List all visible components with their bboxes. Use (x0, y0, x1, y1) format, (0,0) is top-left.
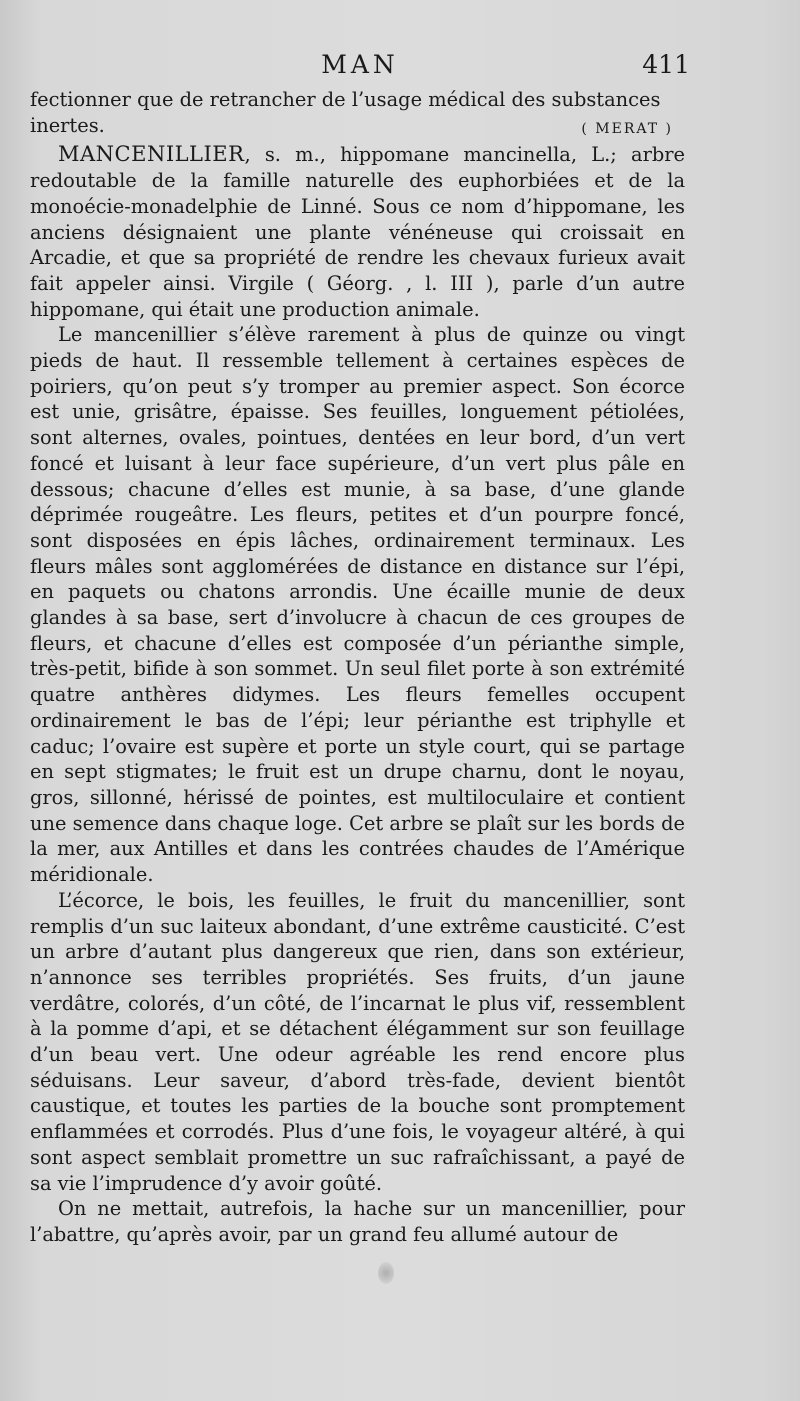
running-head: MAN (321, 50, 399, 79)
page-number: 411 (642, 50, 690, 79)
entry-paragraph-2: Le mancenillier s’élève rarement à plus de quinze ou vingt pieds de haut. Il ressemble tellement à certaines espèces de poiriers, qu’on peut s’y tromper au premier aspect. Son écorce est unie, grisâtre, épaisse. Ses feuilles, longuement pétiolées, sont alternes, ovales, pointues, dentées en leur bord, d’un vert foncé et luisant à leur face supérieure, d’un vert plus pâle en dessous; chacune d’elles est munie, à sa base, d’une glande déprimée rougeâtre. Les fleurs, petites et d’un pourpre foncé, sont disposées en épis lâches, ordinairement terminaux. Les fleurs mâles sont agglomérées de distance en distance sur l’épi, en paquets ou chatons arrondis. Une écaille munie de deux glandes à sa base, sert d’involucre à chacun de ces groupes de fleurs, et chacune d’elles est composée d’un périanthe simple, très-petit, bifide à son sommet. Un seul filet porte à son extrémité quatre anthères didymes. Les fleurs femelles occupent ordinairement le bas de l’épi; leur périanthe est triphylle et caduc; l’ovaire est supère et porte un style court, qui se partage en sept stigmates; le fruit est un drupe charnu, dont le noyau, gros, sillonné, hérissé de pointes, est multiloculaire et contient une semence dans chaque loge. Cet arbre se plaît sur les bords de la mer, aux Antilles et dans les contrées chaudes de l’Amérique méridionale. (30, 323, 685, 887)
entry-headword: MANCENILLIER (58, 142, 245, 167)
entry-paragraph-4: On ne mettait, autrefois, la hache sur un mancenillier, pour l’abattre, qu’après avoir, par un grand feu allumé autour de (30, 1197, 685, 1246)
entry-paragraph-3: L’écorce, le bois, les feuilles, le fruit du mancenillier, sont remplis d’un suc laiteux abondant, d’une extrême causticité. C’est un arbre d’autant plus dangereux que rien, dans son extérieur, n’annonce ses terribles propriétés. Ses fruits, d’un jaune verdâtre, colorés, d’un côté, de l’incarnat le plus vif, ressemblent à la pomme d’api, et se détachent élégamment sur son feuillage d’un beau vert. Une odeur agréable les rend encore plus séduisans. Leur saveur, d’abord très-fade, devient bientôt caustique, et toutes les parties de la bouche sont promptement enflammées et corrodés. Plus d’une fois, le voyageur altéré, à qui sont aspect semblait promettre un suc rafraîchissant, a payé de sa vie l’imprudence d’y avoir goûté. (30, 888, 685, 1195)
previous-entry-last-word: inertes. (30, 113, 105, 137)
previous-entry-signature-line (30, 113, 685, 143)
entry-paragraph-1 (30, 142, 685, 322)
entry-definition: , s. m., hippomane mancinella, L.; arbre redoutable de la famille naturelle des euphorbiées et de la monoécie-monadelphie de Linné. Sous ce nom d’hippomane, les anciens désignaient une plante vénéneuse qui croissait en Arcadie, et que sa propriété de rendre les chevaux furieux avait fait appeler ainsi. Virgile ( Géorg. , l. III ), parle d’un autre hippomane, qui était une production animale. (30, 143, 685, 321)
author-signature: ( MERAT ) (581, 120, 673, 137)
previous-entry-ending: fectionner que de retrancher de l’usage médical des substances (30, 88, 661, 111)
paper-stain (378, 1262, 394, 1284)
page-header (30, 50, 690, 84)
body-text (30, 87, 685, 1248)
